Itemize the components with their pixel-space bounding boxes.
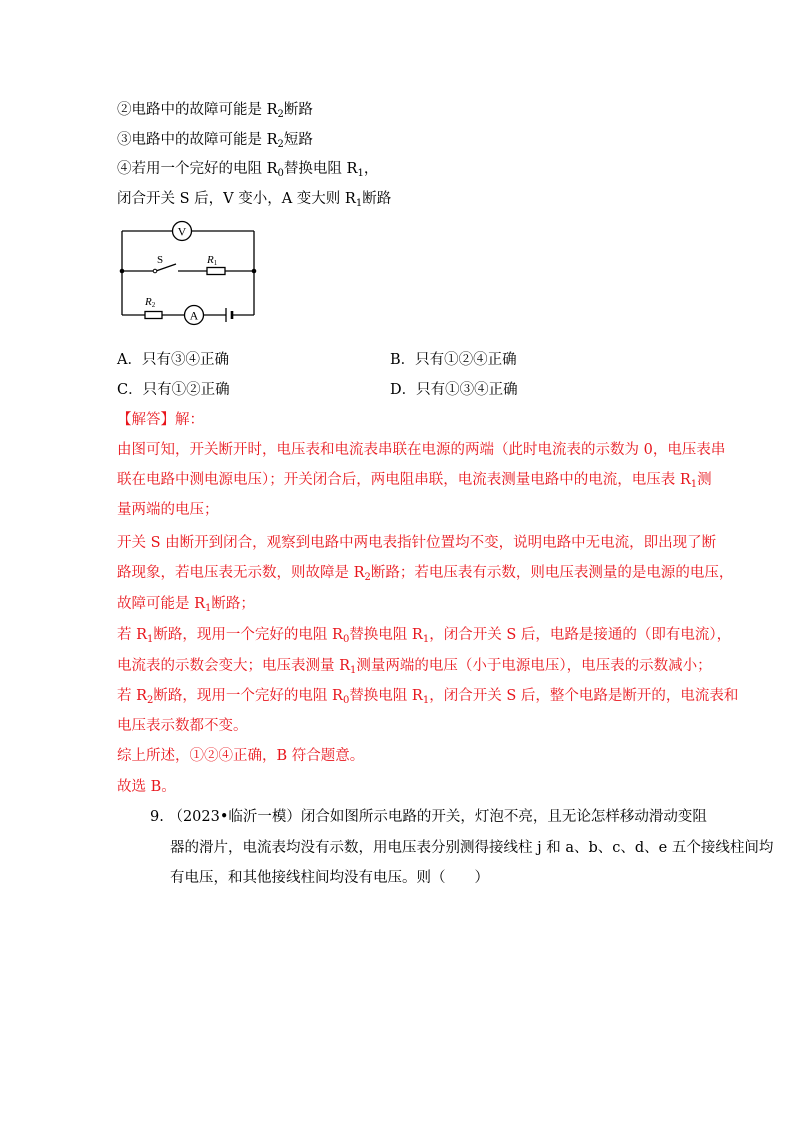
question-9-line: 9. （2023•临沂一模）闭合如图所示电路的开关，灯泡不亮，且无论怎样移动滑动变阻 bbox=[150, 809, 707, 825]
question-9-line: 有电压，和其他接线柱间均没有电压。则（ ） bbox=[170, 870, 489, 886]
answer-line: 电压表示数都不变。 bbox=[117, 718, 248, 734]
option-a[interactable]: A．只有③④正确 bbox=[117, 352, 229, 368]
resistor-r2-icon bbox=[145, 312, 162, 319]
answer-line: 路现象，若电压表无示数，则故障是 $R_2$断路；若电压表有示数，则电压表测量的是电源的电压， bbox=[117, 565, 734, 583]
answer-line: 若 $R_2$断路，现用一个完好的电阻 $R_0$替换电阻 $R_1$，闭合开关 S 后，整个电路是断开的，电流表和 bbox=[117, 688, 739, 706]
answer-line: 开关 S 由断开到闭合，观察到电路中两电表指针位置均不变，说明电路中无电流，即出现了断 bbox=[117, 535, 717, 551]
resistor-r1-icon bbox=[207, 268, 225, 275]
answer-line: 量两端的电压； bbox=[117, 502, 219, 518]
statement-2: ②电路中的故障可能是 $R_2$断路 bbox=[117, 102, 313, 120]
switch-label: S bbox=[156, 254, 164, 266]
ammeter-label: A bbox=[189, 308, 199, 323]
answer-line: 联在电路中测电源电压）；开关闭合后，两电阻串联，电流表测量电路中的电流，电压表 $R_1$测 bbox=[117, 472, 712, 490]
option-b[interactable]: B．只有①②④正确 bbox=[390, 352, 517, 368]
junction-dot bbox=[120, 269, 125, 274]
resistor-r2-label: R2 bbox=[145, 296, 156, 309]
voltmeter-label: V bbox=[177, 224, 187, 239]
battery-icon bbox=[226, 308, 232, 322]
answer-header: 【解答】解： bbox=[117, 412, 204, 428]
statement-3: ③电路中的故障可能是 $R_2$短路 bbox=[117, 132, 313, 150]
answer-line: 若 $R_1$断路，现用一个完好的电阻 $R_0$替换电阻 $R_1$，闭合开关 S 后，电路是接通的（即有电流）， bbox=[117, 627, 732, 645]
circuit-diagram bbox=[110, 214, 270, 334]
option-c[interactable]: C．只有①②正确 bbox=[117, 382, 230, 398]
answer-line: 故选 B。 bbox=[117, 779, 176, 795]
answer-line: 故障可能是 $R_1$断路； bbox=[117, 596, 255, 614]
option-d[interactable]: D．只有①③④正确 bbox=[390, 382, 518, 398]
switch-icon bbox=[153, 269, 157, 273]
answer-line: 电流表的示数会变大；电压表测量 $R_1$测量两端的电压（小于电源电压），电压表的示数减小； bbox=[117, 658, 712, 676]
resistor-r1-label: R1 bbox=[207, 254, 218, 267]
question-9-line: 器的滑片，电流表均没有示数，用电压表分别测得接线柱 j 和 a、b、c、d、e 五个接线柱间均 bbox=[170, 840, 774, 856]
answer-line: 综上所述，①②④正确，B 符合题意。 bbox=[117, 748, 365, 764]
junction-dot bbox=[252, 269, 257, 274]
statement-4-cont: 闭合开关 S 后，V 变小，A 变大则 $R_1$断路 bbox=[117, 191, 392, 209]
answer-line: 由图可知，开关断开时，电压表和电流表串联在电源的两端（此时电流表的示数为 0，电压表串 bbox=[117, 442, 726, 458]
statement-4: ④若用一个完好的电阻 $R_0$替换电阻 $R_1$， bbox=[117, 161, 379, 179]
